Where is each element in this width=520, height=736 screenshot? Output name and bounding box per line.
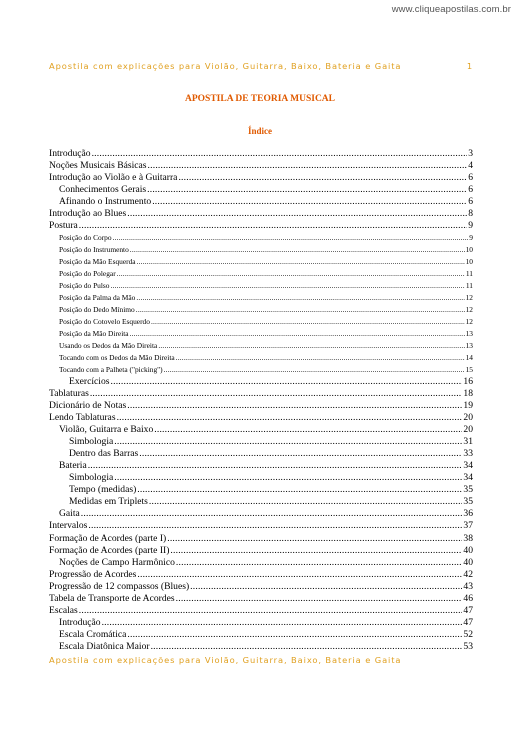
toc-entry-page: 18 [463,388,473,400]
toc-entry-page: 16 [463,376,473,388]
toc-dot-leader [88,460,463,472]
toc-entry[interactable] [49,593,473,605]
toc-entry-title: Tocando com a Palheta ("picking") [59,365,163,375]
index-heading: Índice [247,126,272,136]
toc-dot-leader [90,388,463,400]
toc-entry-page: 31 [463,436,473,448]
toc-entry-title: Medidas em Triplets [69,496,148,508]
page-number: 1 [466,61,473,71]
toc-entry-page: 47 [463,604,473,616]
toc-entry-title: Bateria [59,460,87,472]
toc-entry-page: 40 [463,556,473,568]
toc-entry-page: 8 [468,208,473,220]
toc-entry-title: Posição do Dedo Mínimo [59,305,135,315]
toc-entry[interactable] [49,208,473,220]
toc-entry[interactable] [49,388,473,400]
toc-entry-page: 37 [463,520,473,532]
toc-entry[interactable] [49,220,473,232]
toc-entry[interactable] [49,400,473,412]
toc-entry[interactable] [49,448,473,460]
toc-entry-title: Simbologia [69,436,114,448]
toc-entry-title: Tocando com os Dedos da Mão Direita [59,353,175,363]
toc-entry[interactable] [49,172,473,184]
toc-entry[interactable] [49,460,473,472]
toc-entry[interactable] [49,557,473,569]
table-of-contents [49,148,473,653]
toc-entry-page: 42 [463,568,473,580]
toc-entry-title: Noções Musicais Básicas [49,160,147,172]
document-title: APOSTILA DE TEORIA MUSICAL [184,94,335,104]
toc-entry-page: 35 [463,496,473,508]
toc-entry-title: Formação de Acordes (parte I) [49,532,167,544]
toc-entry-title: Progressão de Acordes [49,568,137,580]
toc-dot-leader [137,569,462,581]
toc-entry-title: Dentro das Barras [69,448,139,460]
toc-entry-page: 33 [463,448,473,460]
toc-dot-leader [130,328,465,340]
toc-dot-leader [139,448,462,460]
toc-dot-leader [102,617,463,629]
toc-entry-page: 11 [465,269,473,279]
toc-entry[interactable] [49,316,473,328]
toc-entry[interactable] [49,520,473,532]
toc-dot-leader [88,520,462,532]
toc-dot-leader [176,593,463,605]
toc-entry-title: Progressão de 12 compassos (Blues) [49,580,190,592]
toc-entry-page: 40 [463,544,473,556]
toc-dot-leader [148,160,468,172]
toc-dot-leader [114,436,462,448]
toc-entry[interactable] [49,268,473,280]
toc-entry-page: 20 [463,412,473,424]
toc-entry-title: Formação de Acordes (parte II) [49,544,170,556]
toc-entry-page: 53 [463,640,473,652]
toc-entry[interactable] [49,617,473,629]
toc-entry-title: Introdução ao Blues [49,208,127,220]
toc-entry-title: Introdução [49,148,91,159]
toc-entry-title: Noções de Campo Harmônico [59,556,175,568]
toc-entry-title: Usando os Dedos da Mão Direita [59,341,158,351]
toc-entry-page: 10 [465,257,473,267]
page-header [49,61,473,71]
toc-dot-leader [113,232,469,244]
toc-entry-title: Lendo Tablaturas [49,412,116,424]
toc-entry[interactable] [49,148,473,160]
toc-entry-page: 35 [463,484,473,496]
toc-entry-title: Escala Diatônica Maior [59,640,150,652]
toc-dot-leader [127,208,467,220]
toc-dot-leader [130,244,465,256]
toc-dot-leader [170,545,462,557]
toc-entry[interactable] [49,256,473,268]
toc-dot-leader [117,268,465,280]
toc-entry-page: 13 [465,341,473,351]
site-url[interactable]: www.cliqueapostilas.com.br [391,4,511,15]
toc-dot-leader [137,484,462,496]
toc-entry[interactable] [49,244,473,256]
toc-entry-page: 6 [468,196,473,208]
toc-entry[interactable] [49,484,473,496]
toc-dot-leader [176,557,463,569]
toc-entry[interactable] [49,412,473,424]
toc-entry[interactable] [49,581,473,593]
page-footer: Apostila com explicações para Violão, Guitarra, Baixo, Bateria e Gaita [49,655,402,665]
toc-entry[interactable] [49,496,473,508]
toc-dot-leader [111,376,463,388]
toc-dot-leader [137,256,465,268]
toc-dot-leader [111,280,465,292]
toc-dot-leader [151,316,465,328]
toc-entry[interactable] [49,340,473,352]
toc-entry-page: 36 [463,508,473,520]
toc-entry[interactable] [49,364,473,376]
toc-entry[interactable] [49,629,473,641]
toc-entry-title: Posição do Cotovelo Esquerdo [59,317,150,327]
toc-entry-title: Tempo (medidas) [69,484,137,496]
toc-dot-leader [92,148,468,160]
toc-entry-title: Posição da Palma da Mão [59,293,136,303]
toc-entry-title: Posição do Polegar [59,269,116,279]
toc-entry-title: Posição da Mão Esquerda [59,257,136,267]
toc-entry-title: Posição da Mão Direita [59,329,129,339]
toc-entry-page: 13 [465,329,473,339]
toc-dot-leader [151,641,463,653]
toc-entry-title: Tablaturas [49,388,89,400]
toc-entry-page: 11 [465,281,473,291]
toc-entry-page: 38 [463,532,473,544]
toc-entry[interactable] [49,184,473,196]
toc-entry[interactable] [49,508,473,520]
toc-entry-page: 46 [463,592,473,604]
header-text: Apostila com explicações para Violão, Guitarra, Baixo, Bateria e Gaita [49,61,402,71]
toc-entry-page: 3 [468,148,473,159]
toc-dot-leader [164,364,465,376]
toc-entry[interactable] [49,232,473,244]
toc-dot-leader [136,292,464,304]
toc-entry[interactable] [49,605,473,617]
toc-entry-title: Escalas [49,604,78,616]
toc-entry[interactable] [49,160,473,172]
toc-dot-leader [117,412,463,424]
toc-entry[interactable] [49,569,473,581]
toc-entry-title: Afinando o Instrumento [59,196,152,208]
toc-entry-page: 10 [465,245,473,255]
toc-dot-leader [158,340,464,352]
toc-dot-leader [149,496,463,508]
toc-dot-leader [127,629,462,641]
toc-entry[interactable] [49,545,473,557]
toc-dot-leader [79,220,467,232]
toc-entry-page: 4 [468,160,473,172]
toc-entry-page: 47 [463,616,473,628]
toc-dot-leader [79,605,463,617]
toc-entry-title: Intervalos [49,520,88,532]
toc-dot-leader [190,581,462,593]
toc-dot-leader [176,352,465,364]
toc-entry[interactable] [49,292,473,304]
toc-entry[interactable] [49,436,473,448]
toc-entry-page: 14 [465,353,473,363]
toc-entry-title: Tabela de Transporte de Acordes [49,592,175,604]
toc-entry[interactable] [49,352,473,364]
toc-entry-page: 6 [468,172,473,184]
toc-entry-title: Gaita [59,508,80,520]
toc-entry-page: 9 [468,220,473,232]
toc-entry[interactable] [49,533,473,545]
toc-entry[interactable] [49,424,473,436]
toc-entry-title: Posição do Instrumento [59,245,129,255]
toc-entry-page: 34 [463,460,473,472]
toc-entry-title: Postura [49,220,78,232]
toc-entry-page: 20 [463,424,473,436]
toc-entry-title: Exercícios [69,376,110,388]
toc-entry[interactable] [49,328,473,340]
toc-entry[interactable] [49,304,473,316]
toc-entry-title: Conhecimentos Gerais [59,184,147,196]
toc-entry[interactable] [49,196,473,208]
toc-entry-title: Introdução ao Violão e à Guitarra [49,172,178,184]
toc-entry-page: 12 [465,317,473,327]
toc-entry-title: Dicionário de Notas [49,400,127,412]
toc-entry[interactable] [49,641,473,653]
toc-entry[interactable] [49,280,473,292]
toc-dot-leader [136,304,465,316]
toc-entry-page: 12 [465,305,473,315]
toc-dot-leader [152,196,467,208]
toc-entry-title: Escala Cromática [59,628,127,640]
toc-entry[interactable] [49,472,473,484]
toc-entry-page: 43 [463,580,473,592]
toc-dot-leader [147,184,467,196]
toc-dot-leader [127,400,462,412]
toc-dot-leader [154,424,462,436]
toc-entry[interactable] [49,376,473,388]
toc-entry-title: Simbologia [69,472,114,484]
toc-entry-title: Posição do Corpo [59,233,112,243]
toc-entry-page: 9 [469,233,473,243]
toc-entry-title: Introdução [59,616,101,628]
toc-entry-page: 6 [468,184,473,196]
toc-dot-leader [114,472,462,484]
toc-dot-leader [178,172,467,184]
toc-entry-page: 52 [463,628,473,640]
toc-dot-leader [81,508,463,520]
toc-entry-title: Posição do Pulso [59,281,110,291]
toc-entry-page: 34 [463,472,473,484]
toc-entry-page: 15 [465,365,473,375]
toc-entry-title: Violão, Guitarra e Baixo [59,424,154,436]
toc-entry-page: 12 [465,293,473,303]
toc-dot-leader [167,533,462,545]
toc-entry-page: 19 [463,400,473,412]
